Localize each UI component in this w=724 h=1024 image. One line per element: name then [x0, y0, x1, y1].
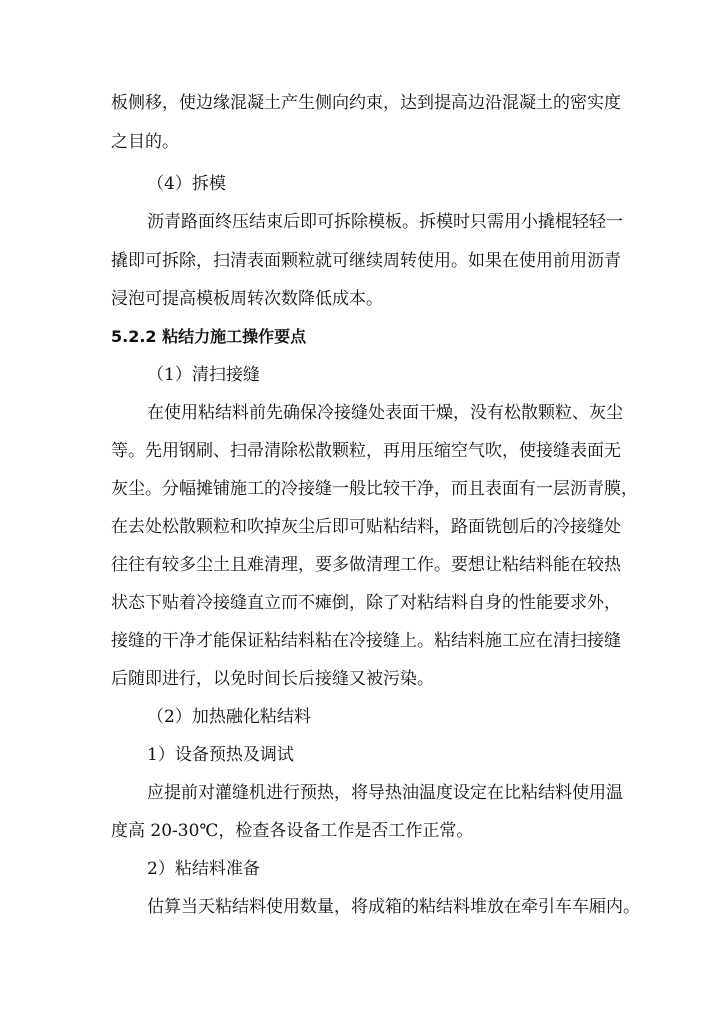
paragraph-line: 后随即进行，以免时间长后接缝又被污染。 — [111, 669, 434, 689]
paragraph-line: 在去处松散颗粒和吹掉灰尘后即可贴粘结料，路面铣刨后的冷接缝处 — [111, 517, 621, 537]
substep-1-heading: 1）设备预热及调试 — [147, 745, 294, 765]
paragraph-line: 撬即可拆除，扫清表面颗粒就可继续周转使用。如果在使用前用沥青 — [111, 251, 621, 271]
paragraph-line: 估算当天粘结料使用数量，将成箱的粘结料堆放在牵引车车厢内。 — [147, 897, 640, 917]
section-heading: 5.2.2 粘结力施工操作要点 — [111, 327, 307, 346]
paragraph-line: 应提前对灌缝机进行预热，将导热油温度设定在比粘结料使用温 — [147, 783, 623, 803]
paragraph-line: 板侧移，使边缘混凝土产生侧向约束，达到提高边沿混凝土的密实度 — [111, 93, 621, 113]
paragraph-line: 在使用粘结料前先确保冷接缝处表面干燥，没有松散颗粒、灰尘 — [147, 403, 623, 423]
paragraph-line: 度高 20-30℃，检查各设备工作是否工作正常。 — [111, 821, 474, 841]
paragraph-line: 沥青路面终压结束后即可拆除模板。拆模时只需用小撬棍轻轻一 — [147, 212, 623, 232]
step-1-heading: （1）清扫接缝 — [147, 365, 260, 385]
substep-2-heading: 2）粘结料准备 — [147, 859, 260, 879]
paragraph-line: 浸泡可提高模板周转次数降低成本。 — [111, 289, 383, 309]
step-4-heading: （4）拆模 — [147, 174, 226, 194]
paragraph-line: 状态下贴着冷接缝直立而不瘫倒，除了对粘结料自身的性能要求外， — [111, 593, 621, 613]
paragraph-line: 灰尘。分幅摊铺施工的冷接缝一般比较干净，而且表面有一层沥青膜， — [111, 479, 638, 499]
paragraph-line: 接缝的干净才能保证粘结料粘在冷接缝上。粘结料施工应在清扫接缝 — [111, 631, 621, 651]
paragraph-line: 往往有较多尘土且难清理，要多做清理工作。要想让粘结料能在较热 — [111, 555, 621, 575]
paragraph-line: 等。先用钢刷、扫帚清除松散颗粒，再用压缩空气吹，使接缝表面无 — [111, 441, 621, 461]
paragraph-line: 之目的。 — [111, 132, 179, 152]
step-2-heading: （2）加热融化粘结料 — [147, 707, 311, 727]
